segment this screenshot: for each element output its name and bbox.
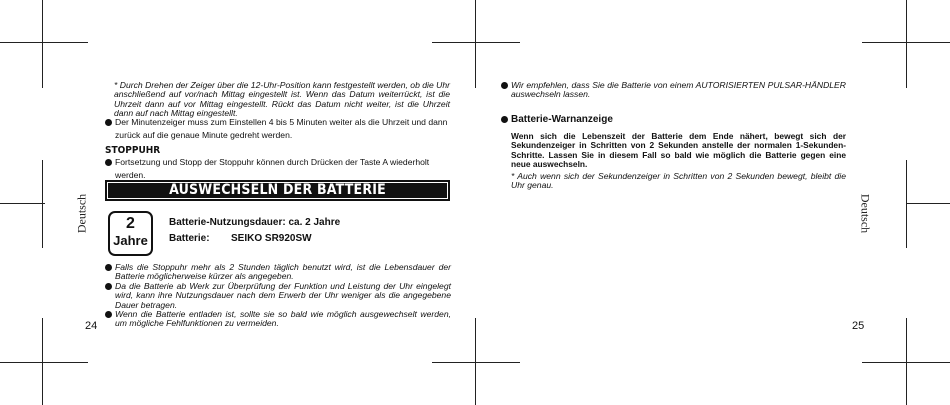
bullet-recommend [501,81,846,100]
bullets-bottom [105,263,451,329]
bullet-dot [105,311,112,318]
warning-text [511,132,846,170]
stopwatch-title-text: STOPPUHR [105,145,161,156]
page-number-left [85,320,97,332]
bullet-dot [501,82,508,89]
note-star-left-text: * Durch Drehen der Zeiger über die 12-Uhr-Position kann festgestellt werden, ob die Uhr anschließend auf vor/nach Mittag eingestellt ist. Wenn das Datum weiterrückt, ist die Uhrzeit dann auf vor Mittag eingestellt. Rückt das Datum nicht weiter, ist die Uhrzeit dann auf nach Mittag eingestellt. [114,80,450,119]
page-number-left-text: 24 [85,320,98,332]
bullet-minute-text: Der Minutenzeiger muss zum Einstellen 4 bis 5 Minuten weiter als die Uhrzeit und dann zurück auf die genaue Minute gedreht werden. [115,117,448,140]
bullet-item-text: Falls die Stoppuhr mehr als 2 Stunden täglich benutzt wird, ist die Lebensdauer der Batterie möglicherweise kürzer als angegeben. [115,262,451,282]
side-label-left [75,189,90,239]
badge-number: 2 [126,215,135,232]
bullet-dot [105,283,112,290]
side-label-right-text: Deutsch [858,193,873,234]
stopwatch-title [105,145,160,156]
note-star-right-text: * Auch wenn sich der Sekundenzeiger in Schritten von 2 Sekunden bewegt, bleibt die Uhr genau. [511,171,846,191]
warning-text-body: Wenn sich die Lebenszeit der Batterie dem Ende nähert, bewegt sich der Sekundenzeiger in Schritten von 2 Sekunden anstelle der normalen 1-Sekunden-Schritte. Lassen Sie in diesem Fall so bald wie möglich die Batterie gegen eine neue auswechseln. [511,131,846,170]
bullet-item [105,310,451,329]
bullet-dot [105,119,112,126]
bullet-item-text: Wenn die Batterie entladen ist, sollte sie so bald wie möglich ausgewechselt werden, um mögliche Fehlfunktionen zu vermeiden. [115,309,451,329]
note-star-left [114,81,450,119]
side-label-left-text: Deutsch [74,193,89,234]
bullet-dot [105,264,112,271]
warning-title-text: Batterie-Warnanzeige [511,114,613,125]
bullet-dot [501,116,508,123]
bullet-dot [105,159,112,166]
bullet-recommend-text: Wir empfehlen, dass Sie die Batterie von einem AUTORISIERTEN PULSAR-HÄNDLER auswechseln lassen. [511,80,846,100]
battery-model: SEIKO SR920SW [231,233,312,244]
page-number-right-text: 25 [852,320,865,332]
section-title-bar [105,180,450,201]
battery-years-badge [108,211,153,256]
bullet-item-text: Da die Batterie ab Werk zur Überprüfung der Funktion und Leistung der Uhr eingelegt wird, kann ihre Nutzungsdauer nach dem Erwerb der Uhr weniger als die angegebene Dauer betragen. [115,280,451,310]
badge-unit: Jahre [113,233,148,248]
bullet-stopwatch-text: Fortsetzung und Stopp der Stoppuhr können durch Drücken der Taste A wiederholt werden. [115,157,430,180]
page-number-right [852,320,864,332]
bullet-stopwatch [105,156,451,181]
section-title: AUSWECHSELN DER BATTERIE [169,182,386,198]
bullet-item [105,282,451,310]
bullet-minute [105,116,451,142]
battery-life-text: Batterie-Nutzungsdauer: ca. 2 Jahre [169,217,341,228]
battery-type [169,233,312,244]
note-star-right [511,172,846,191]
battery-label: Batterie: [169,233,210,244]
warning-title [501,114,613,125]
battery-life [169,217,340,228]
side-label-right [858,189,873,239]
bullet-item [105,263,451,282]
